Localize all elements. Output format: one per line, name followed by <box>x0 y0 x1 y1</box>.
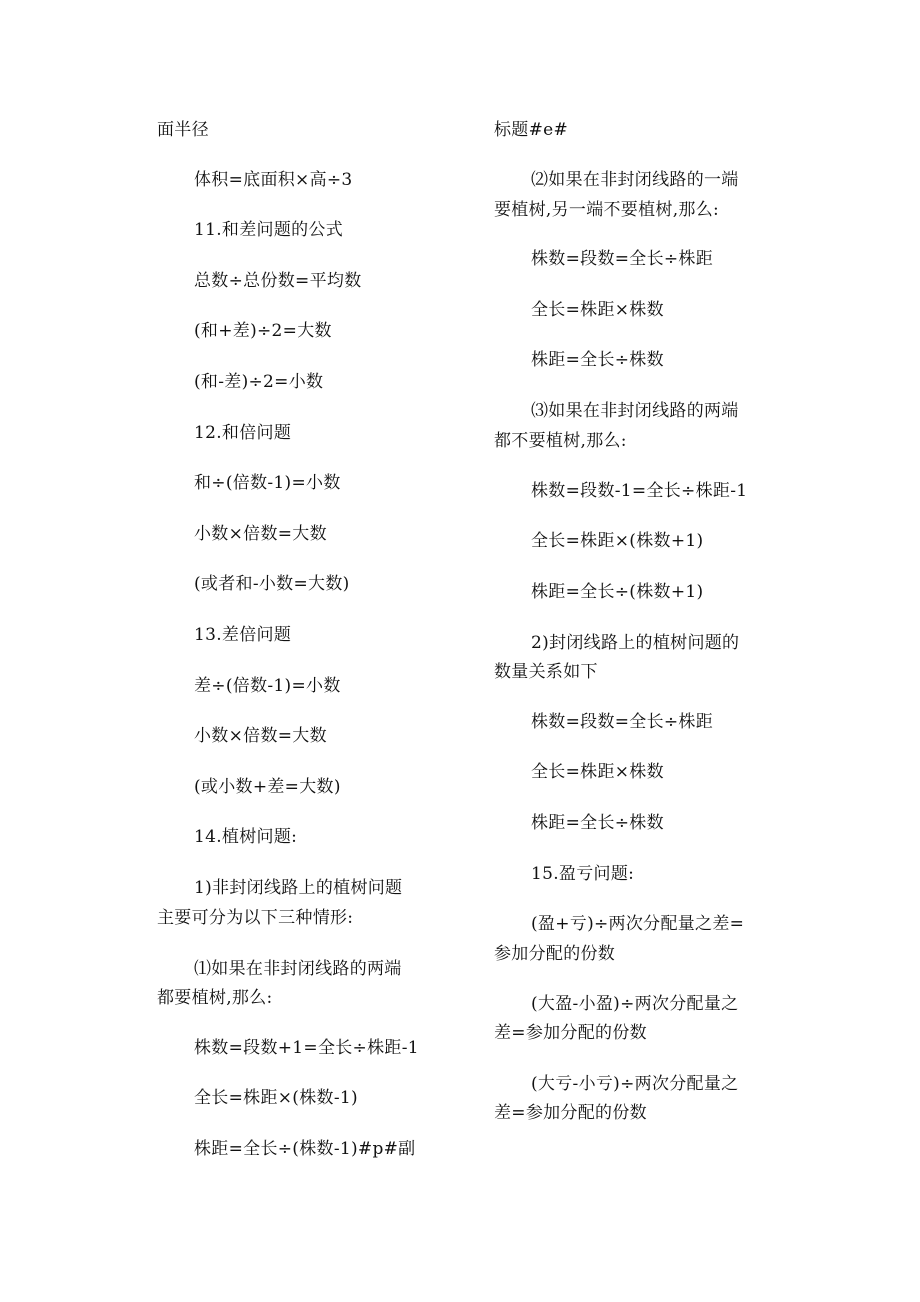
formula-line: 株数=段数+1=全长÷株距-1 <box>194 1038 419 1058</box>
text-line: 要植树,另一端不要植树,那么: <box>494 200 720 220</box>
text-line: 主要可分为以下三种情形: <box>157 908 354 928</box>
text-line: ⑴如果在非封闭线路的两端 <box>194 959 402 979</box>
formula-line: 和÷(倍数-1)=小数 <box>194 473 341 493</box>
formula-line: 差÷(倍数-1)=小数 <box>194 676 341 696</box>
text-line: 体积=底面积×高÷3 <box>194 170 353 190</box>
formula-line: (或者和-小数=大数) <box>194 574 350 594</box>
text-line: ⑵如果在非封闭线路的一端 <box>531 170 739 190</box>
formula-line: 差=参加分配的份数 <box>494 1023 647 1043</box>
formula-line: (盈+亏)÷两次分配量之差= <box>531 914 745 934</box>
text-line: 都不要植树,那么: <box>494 431 627 451</box>
text-line: 都要植树,那么: <box>157 988 273 1008</box>
formula-line: 株数=段数=全长÷株距 <box>531 712 714 732</box>
formula-line: (和+差)÷2=大数 <box>194 321 332 341</box>
formula-line: 株距=全长÷株数 <box>531 813 664 833</box>
section-heading: 11.和差问题的公式 <box>194 220 344 240</box>
right-column <box>494 0 784 1302</box>
formula-line: 全长=株距×株数 <box>531 762 664 782</box>
formula-line: 株数=段数=全长÷株距 <box>531 249 714 269</box>
formula-line: 株距=全长÷(株数+1) <box>531 582 704 602</box>
formula-line: 株距=全长÷株数 <box>531 350 664 370</box>
text-line: 标题#e# <box>494 120 569 140</box>
formula-line: 差=参加分配的份数 <box>494 1103 647 1123</box>
formula-line: (和-差)÷2=小数 <box>194 372 324 392</box>
formula-line: 小数×倍数=大数 <box>194 726 327 746</box>
formula-line: 小数×倍数=大数 <box>194 524 327 544</box>
formula-line: 全长=株距×株数 <box>531 300 664 320</box>
formula-line: 株数=段数-1=全长÷株距-1 <box>531 481 748 501</box>
text-line: ⑶如果在非封闭线路的两端 <box>531 401 739 421</box>
formula-line: 总数÷总份数=平均数 <box>194 271 362 291</box>
formula-line: 株距=全长÷(株数-1)#p#副 <box>194 1139 416 1159</box>
left-column <box>157 0 447 1302</box>
section-heading: 15.盈亏问题: <box>531 864 635 884</box>
text-line: 面半径 <box>157 120 209 140</box>
formula-line: (大盈-小盈)÷两次分配量之 <box>531 994 739 1014</box>
section-heading: 12.和倍问题 <box>194 423 292 443</box>
text-line: 1)非封闭线路上的植树问题 <box>194 878 403 898</box>
section-heading: 13.差倍问题 <box>194 625 292 645</box>
formula-line: (大亏-小亏)÷两次分配量之 <box>531 1074 739 1094</box>
section-heading: 14.植树问题: <box>194 827 298 847</box>
formula-line: (或小数+差=大数) <box>194 777 341 797</box>
formula-line: 全长=株距×(株数+1) <box>531 531 704 551</box>
formula-line: 全长=株距×(株数-1) <box>194 1088 358 1108</box>
text-line: 2)封闭线路上的植树问题的 <box>531 633 740 653</box>
text-line: 数量关系如下 <box>494 662 598 682</box>
formula-line: 参加分配的份数 <box>494 944 616 964</box>
